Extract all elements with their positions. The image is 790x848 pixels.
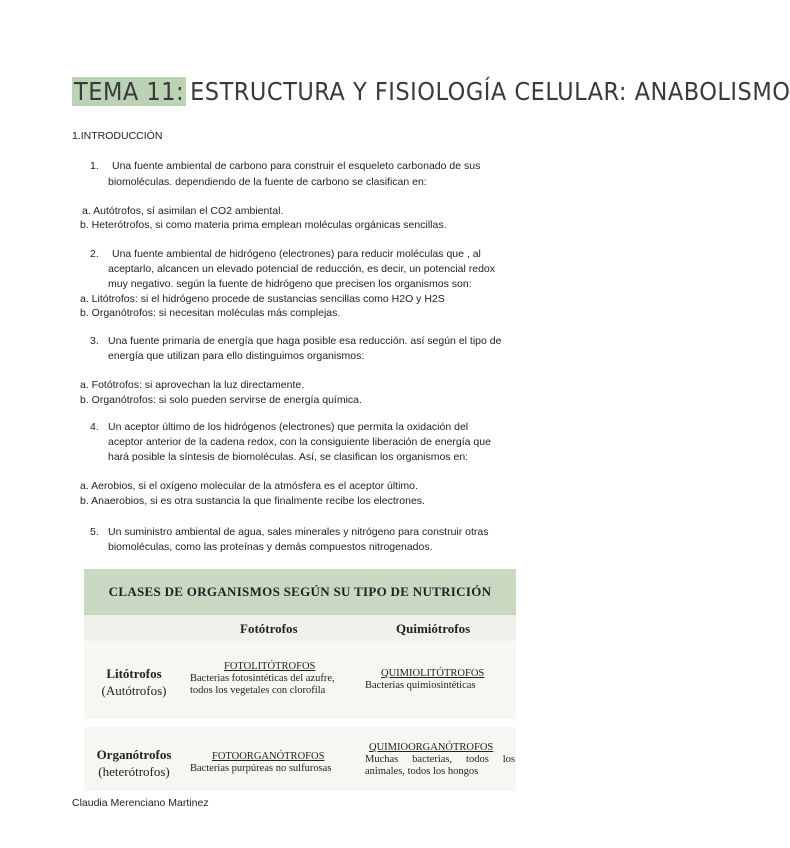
nutrition-table: [84, 569, 516, 791]
item-option: a. Autótrofos, sí asimilan el CO2 ambiental.: [82, 205, 284, 217]
item-text-line: hará posible la síntesis de biomoléculas. Así, se clasifican los organismos en:: [108, 451, 469, 463]
item-number: 3.: [90, 335, 99, 347]
cell-text: Bacterias fotosintéticas del azufre,: [190, 673, 335, 684]
cell-title: QUIMIOORGANÓTROFOS: [369, 742, 494, 753]
item-text-line: muy negativo. según la fuente de hidrógeno que precisen los organismos son:: [108, 278, 472, 290]
cell-text: Muchas bacterias, todos los: [365, 754, 515, 765]
item-text-line: Una fuente ambiental de hidrógeno (electrones) para reducir moléculas que , al: [112, 248, 481, 260]
cell-title: FOTOLITÓTROFOS: [224, 661, 316, 672]
row-header: [84, 665, 184, 699]
item-number: 5.: [90, 526, 99, 538]
item-number: 1.: [90, 160, 99, 172]
cell-title: FOTOORGANÓTROFOS: [212, 751, 325, 762]
item-text-line: Un suministro ambiental de agua, sales minerales y nitrógeno para construir otras: [108, 526, 489, 538]
item-option: b. Organótrofos: si necesitan moléculas más complejas.: [80, 307, 341, 319]
row-header-name: Organótrofos: [96, 747, 172, 762]
footer-author: Claudia Merenciano Martinez: [72, 797, 209, 809]
item-option: b. Heterótrofos, si como materia prima emplean moléculas orgánicas sencillas.: [80, 219, 447, 231]
item-option: a. Aerobios, si el oxígeno molecular de la atmósfera es el aceptor último.: [80, 480, 418, 492]
title-topic-number: TEMA 11:: [74, 76, 185, 106]
cell-text: Bacterias quimiosintéticas: [365, 680, 476, 691]
item-text-line: biomoléculas, como las proteínas y demás compuestos nitrogenados.: [108, 541, 433, 553]
row-header-sub: (heterótrofos): [98, 764, 170, 779]
table-title: CLASES DE ORGANISMOS SEGÚN SU TIPO DE NUTRICIÓN: [84, 569, 516, 615]
item-number: 2.: [90, 248, 99, 260]
row-header: [84, 746, 184, 780]
title-topic-name: ESTRUCTURA Y FISIOLOGÍA CELULAR: ANABOLISMO: [190, 76, 790, 106]
cell-text: animales, todos los hongos: [365, 766, 479, 777]
cell-text: todos los vegetales con clorofila: [190, 685, 326, 696]
item-text-line: biomoléculas. dependiendo de la fuente de carbono se clasifican en:: [108, 176, 427, 188]
table-cell: [190, 751, 362, 775]
item-option: a. Litótrofos: si el hidrógeno procede de sustancias sencillas como H2O y H2S: [80, 293, 445, 305]
table-cell: [190, 661, 362, 697]
item-text-line: aceptarlo, alcancen un elevado potencial de reducción, es decir, un potencial redox: [108, 263, 496, 275]
item-text-line: Un aceptor último de los hidrógenos (electrones) que permita la oxidación del: [108, 421, 469, 433]
row-divider: [84, 719, 516, 727]
table-cell: [365, 742, 515, 778]
item-option: b. Anaerobios, si es otra sustancia la que finalmente recibe los electrones.: [80, 495, 425, 507]
column-header: Fotótrofos: [240, 621, 298, 636]
item-text-line: Una fuente primaria de energía que haga posible esa reducción. así según el tipo de: [108, 335, 502, 347]
column-header: Quimiótrofos: [396, 621, 471, 636]
row-header-sub: (Autótrofos): [101, 683, 167, 698]
cell-text: Bacterias purpúreas no sulfurosas: [190, 763, 332, 774]
item-text-line: energía que utilizan para ello distinguimos organismos:: [108, 350, 365, 362]
item-text-line: aceptor anterior de la cadena redox, con la consiguiente liberación de energía que: [108, 436, 491, 448]
cell-title: QUIMIOLITÓTROFOS: [381, 668, 485, 679]
item-number: 4.: [90, 421, 99, 433]
item-text-line: Una fuente ambiental de carbono para construir el esqueleto carbonado de sus: [112, 160, 481, 172]
section-heading: 1.INTRODUCCIÓN: [72, 130, 163, 142]
item-option: b. Organótrofos: si solo pueden servirse de energía química.: [80, 394, 362, 406]
table-cell: [365, 668, 515, 692]
row-header-name: Litótrofos: [106, 666, 162, 681]
page-title: [72, 72, 790, 110]
item-option: a. Fotótrofos: si aprovechan la luz directamente.: [80, 379, 305, 391]
